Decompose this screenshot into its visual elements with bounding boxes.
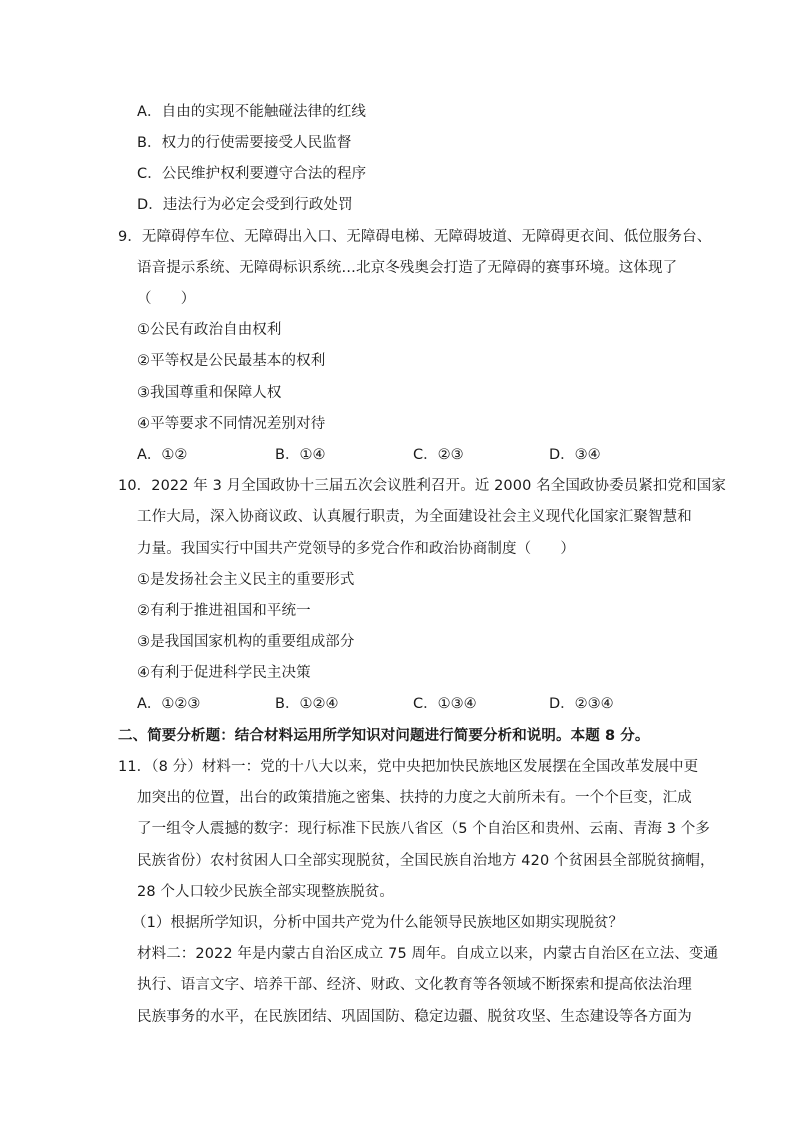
q10-stem-line-3: 力量。我国实行中国共产党领导的多党合作和政治协商制度（ ） [137, 541, 575, 557]
q11-material1-line-2: 加突出的位置，出台的政策措施之密集、扶持的力度之大前所未有。一个个巨变，汇成 [137, 790, 692, 806]
q9-answer-bracket: （ ） [137, 291, 196, 307]
q10-statement-1: ①是发扬社会主义民主的重要形式 [137, 572, 355, 588]
q11-material2-line-1: 材料二：2022 年是内蒙古自治区成立 75 周年。自成立以来，内蒙古自治区在立法、变通 [137, 946, 719, 962]
q8-option-b: B．权力的行使需要接受人民监督 [137, 135, 352, 151]
q11-material2-line-3: 民族事务的水平，在民族团结、巩固国防、稳定边疆、脱贫攻坚、生态建设等各方面为 [137, 1009, 692, 1025]
q9-choices [137, 445, 637, 465]
q8-option-c: C．公民维护权利要遵守合法的程序 [137, 166, 367, 182]
q10-choice-b: B．①②④ [275, 696, 339, 712]
q9-choice-a: A．①② [137, 447, 188, 463]
section-2-heading: 二、简要分析题：结合材料运用所学知识对问题进行简要分析和说明。本题 8 分。 [118, 728, 650, 744]
q10-choice-a: A．①②③ [137, 696, 201, 712]
q10-choices [137, 694, 637, 714]
q9-choice-d: D．③④ [549, 447, 601, 463]
q10-choice-c: C．①③④ [413, 696, 477, 712]
q10-statement-4: ④有利于促进科学民主决策 [137, 665, 311, 681]
q11-material1-line-5: 28 个人口较少民族全部实现整族脱贫。 [137, 884, 394, 900]
q10-stem-line-2: 工作大局，深入协商议政、认真履行职责，为全面建设社会主义现代化国家汇聚智慧和 [137, 509, 692, 525]
q9-stem-line-2: 语音提示系统、无障碍标识系统…北京冬残奥会打造了无障碍的赛事环境。这体现了 [137, 260, 678, 276]
q8-option-a: A．自由的实现不能触碰法律的红线 [137, 104, 367, 120]
q9-statement-2: ②平等权是公民最基本的权利 [137, 353, 326, 369]
q9-choice-b: B．①④ [275, 447, 326, 463]
q11-material1-line-3: 了一组令人震撼的数字：现行标准下民族八省区（5 个自治区和贵州、云南、青海 3 个多 [137, 821, 710, 837]
q11-material2-line-2: 执行、语言文字、培养干部、经济、财政、文化教育等各领域不断探索和提高依法治理 [137, 977, 692, 993]
q9-statement-4: ④平等要求不同情况差别对待 [137, 416, 326, 432]
q10-stem-line-1: 10．2022 年 3 月全国政协十三届五次会议胜利召开。近 2000 名全国政协委员紧扣党和国家 [118, 478, 726, 494]
q9-statement-3: ③我国尊重和保障人权 [137, 385, 282, 401]
q9-statement-1: ①公民有政治自由权利 [137, 322, 282, 338]
q10-statement-3: ③是我国国家机构的重要组成部分 [137, 634, 355, 650]
q8-option-d: D．违法行为必定会受到行政处罚 [137, 197, 353, 213]
q10-choice-d: D．②③④ [549, 696, 614, 712]
q10-statement-2: ②有利于推进祖国和平统一 [137, 603, 311, 619]
q11-material1-line-4: 民族省份）农村贫困人口全部实现脱贫，全国民族自治地方 420 个贫困县全部脱贫摘帽， [137, 853, 715, 869]
q9-choice-c: C．②③ [413, 447, 464, 463]
q9-stem-line-1: 9．无障碍停车位、无障碍出入口、无障碍电梯、无障碍坡道、无障碍更衣间、低位服务台、 [118, 229, 712, 245]
q11-question-1: （1）根据所学知识，分析中国共产党为什么能领导民族地区如期实现脱贫？ [132, 915, 624, 931]
q11-material1-line-1: 11．（8 分）材料一：党的十八大以来，党中央把加快民族地区发展摆在全国改革发展中更 [118, 759, 699, 775]
